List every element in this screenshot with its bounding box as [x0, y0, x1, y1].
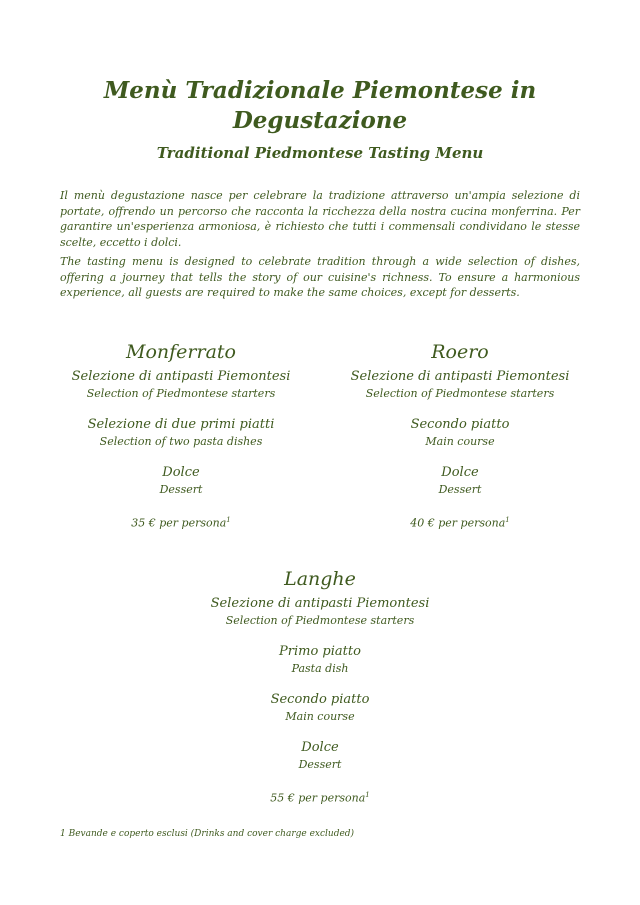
page-title: Menù Tradizionale Piemontese in Degustazione [103, 77, 537, 134]
course-english: Dessert [438, 483, 482, 496]
course-italian: Dolce [441, 465, 479, 480]
course-english: Main course [425, 435, 495, 448]
course-english: Dessert [159, 483, 203, 496]
course-english: Main course [285, 710, 355, 723]
price-text: 55 € per persona [270, 791, 366, 805]
page-subtitle: Traditional Piedmontese Tasting Menu [156, 144, 484, 162]
course-english: Selection of Piedmontese starters [86, 387, 276, 400]
footnote-marker: 1 [505, 516, 510, 524]
menu-name: Langhe [284, 568, 356, 590]
menu-price [56, 512, 306, 532]
course-italian: Selezione di antipasti Piemontesi [71, 369, 291, 384]
menu-name: Monferrato [126, 341, 236, 363]
course [56, 368, 306, 402]
menu-langhe [195, 567, 445, 807]
course [195, 643, 445, 677]
menu-price [195, 787, 445, 807]
intro-english: The tasting menu is designed to celebrate tradition through a wide selection of dishes, offering a journey that tells the story of our cuisine's richness. To ensure a harmonious experience, all guests are required to make the same choices, except for desserts. [60, 255, 580, 299]
course-english: Pasta dish [291, 662, 349, 675]
course-english: Selection of Piedmontese starters [225, 614, 415, 627]
menu-price [335, 512, 585, 532]
footnote-marker: 1 [365, 791, 370, 799]
course [335, 368, 585, 402]
course [335, 464, 585, 498]
course [335, 416, 585, 450]
course [195, 691, 445, 725]
course-italian: Selezione di antipasti Piemontesi [210, 596, 430, 611]
footnote-marker: 1 [226, 516, 231, 524]
course [195, 595, 445, 629]
course [195, 739, 445, 773]
footnote: 1 Bevande e coperto esclusi (Drinks and cover charge excluded) [60, 829, 355, 839]
course-italian: Secondo piatto [270, 692, 370, 707]
menu-name: Roero [431, 341, 489, 363]
course-italian: Secondo piatto [410, 417, 510, 432]
price-text: 40 € per persona [410, 516, 506, 530]
price-text: 35 € per persona [131, 516, 227, 530]
course-english: Dessert [298, 758, 342, 771]
course-italian: Primo piatto [279, 644, 361, 659]
course-italian: Dolce [301, 740, 339, 755]
course-italian: Dolce [162, 465, 200, 480]
course [56, 416, 306, 450]
course-italian: Selezione di antipasti Piemontesi [350, 369, 570, 384]
menu-monferrato [56, 340, 306, 532]
course [56, 464, 306, 498]
intro-italian: Il menù degustazione nasce per celebrare la tradizione attraverso un'ampia selezione di portate, offrendo un percorso che racconta la ricchezza della nostra cucina monferrina. Per garantire un'esperienza armoniosa, è richiesto che tutti i commensali condividano le stesse scelte, eccetto i dolci. [60, 189, 580, 249]
course-english: Selection of two pasta dishes [99, 435, 263, 448]
course-italian: Selezione di due primi piatti [87, 417, 275, 432]
menu-roero [335, 340, 585, 532]
course-english: Selection of Piedmontese starters [365, 387, 555, 400]
